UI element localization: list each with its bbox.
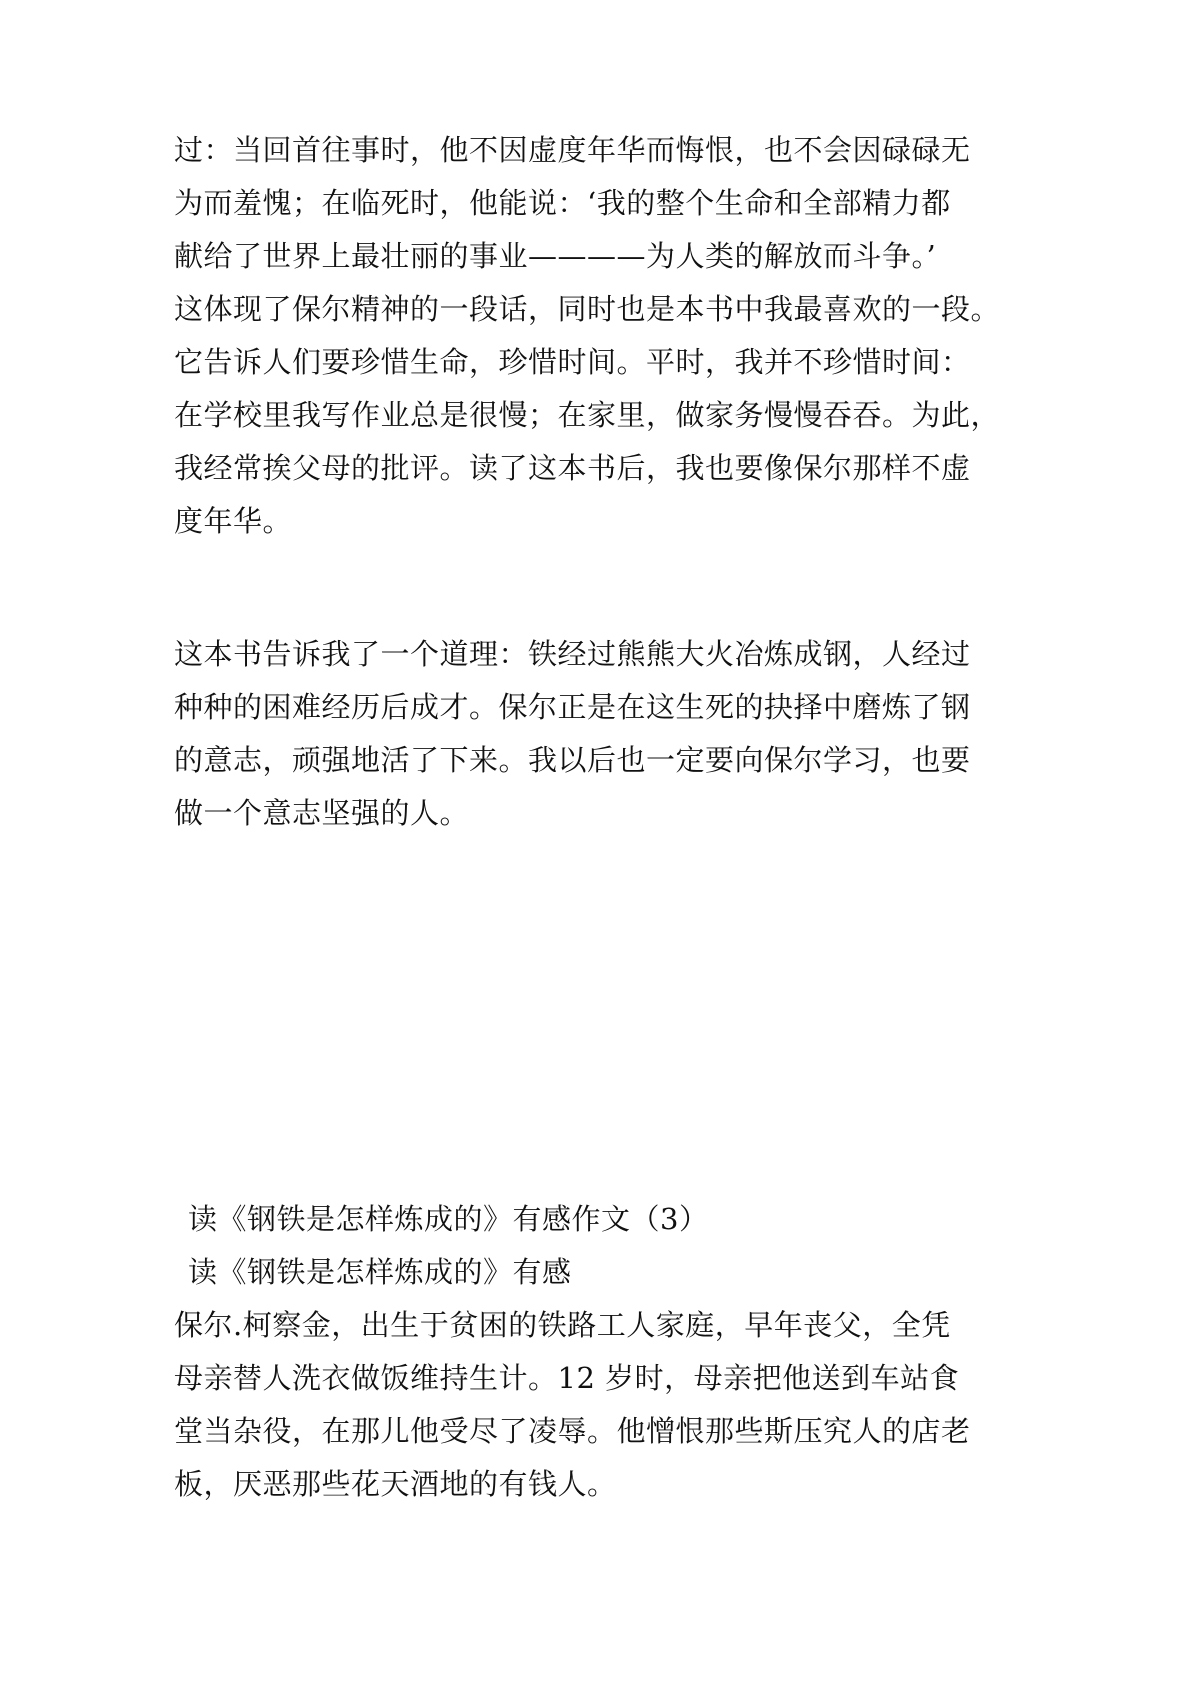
paragraph-block-2 — [174, 628, 1074, 840]
text-line: 我经常挨父母的批评。读了这本书后，我也要像保尔那样不虚 — [174, 451, 971, 485]
text-line: 度年华。 — [174, 504, 293, 538]
text-line: 这本书告诉我了一个道理：铁经过熊熊大火冶炼成钢，人经过 — [174, 637, 971, 671]
text-line: 母亲替人洗衣做饭维持生计。12 岁时，母亲把他送到车站食 — [174, 1361, 960, 1395]
text-line: 献给了世界上最壮丽的事业————为人类的解放而斗争。’ — [174, 239, 937, 273]
text-line: 做一个意志坚强的人。 — [174, 796, 470, 830]
text-line: 堂当杂役，在那儿他受尽了凌辱。他憎恨那些斯压究人的店老 — [174, 1414, 971, 1448]
text-line: 过：当回首往事时，他不因虚度年华而悔恨，也不会因碌碌无 — [174, 133, 971, 167]
text-line: 的意志，顽强地活了下来。我以后也一定要向保尔学习，也要 — [174, 743, 971, 777]
text-line: 种种的困难经历后成才。保尔正是在这生死的抉择中磨炼了钢 — [174, 690, 971, 724]
text-line: 为而羞愧；在临死时，他能说：‘我的整个生命和全部精力都 — [174, 186, 951, 220]
text-line: 保尔.柯察金，出生于贫困的铁路工人家庭，早年丧父，全凭 — [174, 1308, 951, 1342]
text-line: 板，厌恶那些花天酒地的有钱人。 — [174, 1467, 617, 1501]
section-heading: 读《钢铁是怎样炼成的》有感作文（3） — [188, 1202, 709, 1236]
section-subheading: 读《钢铁是怎样炼成的》有感 — [188, 1255, 572, 1289]
section-3 — [174, 1193, 1074, 1511]
text-line: 这体现了保尔精神的一段话，同时也是本书中我最喜欢的一段。 — [174, 292, 1001, 326]
text-line: 它告诉人们要珍惜生命，珍惜时间。平时，我并不珍惜时间： — [174, 345, 971, 379]
text-line: 在学校里我写作业总是很慢；在家里，做家务慢慢吞吞。为此， — [174, 398, 1001, 432]
paragraph-block-1 — [174, 124, 1074, 548]
